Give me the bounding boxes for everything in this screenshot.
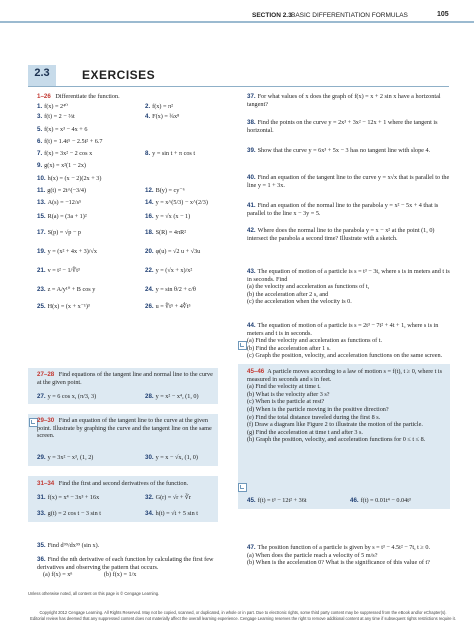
problem-number: 27. [37, 393, 46, 400]
problem-part-a: (a) f(x) = xⁿ [43, 571, 73, 579]
problem-number: 47. [247, 544, 256, 551]
problem-13 [37, 199, 81, 207]
problem-expression: u = ∜t⁵ + 4∜t⁵ [155, 303, 191, 310]
problem-1 [37, 103, 68, 111]
problem-number: 6. [37, 138, 43, 145]
problem-number: 11. [37, 187, 46, 194]
problem-part-b: (b) When is the acceleration 0? What is the significance of this value of t? [247, 559, 430, 567]
problem-3 [37, 113, 75, 121]
group-45-46 [247, 368, 452, 444]
problem-number: 3. [37, 113, 43, 120]
problem-text: For what values of x does the graph of f(x) = x + 2 sin x have a horizontal tangent? [247, 93, 441, 108]
problem-number: 44. [247, 322, 256, 329]
problem-34 [145, 510, 198, 518]
problem-expression: z = A/y¹⁰ + B cos y [47, 286, 96, 293]
problem-number: 30. [145, 454, 154, 461]
group-part: (f) Draw a diagram like Figure 2 to illustrate the motion of the particle. [247, 421, 423, 429]
problem-37 [247, 93, 452, 108]
problem-number: 21. [37, 267, 46, 274]
problem-23 [37, 286, 95, 294]
group-29-30 [37, 417, 217, 440]
problem-expression: f(t) = 1.4t⁵ − 2.5t² + 6.7 [44, 138, 103, 145]
problem-expression: f(t) = t³ − 12t² + 36t [257, 497, 307, 504]
problem-expression: F(x) = ¾x⁸ [152, 113, 180, 120]
problem-number: 23. [37, 286, 46, 293]
problem-expression: S(R) = 4πR² [155, 229, 187, 236]
problem-46 [350, 497, 411, 505]
group-part: (h) Graph the position, velocity, and acceleration functions for 0 ≤ t ≤ 8. [247, 436, 426, 444]
problem-expression: y = (√x + x)/x² [155, 267, 193, 274]
problem-number: 9. [37, 162, 43, 169]
problem-expression: f(x) = x³ − 4x + 6 [44, 126, 88, 133]
graphing-icon [238, 483, 247, 492]
problem-number: 37. [247, 93, 256, 100]
problem-expression: φ(u) = √2 u + √3u [155, 248, 201, 255]
problem-27 [37, 393, 96, 401]
problem-number: 22. [145, 267, 154, 274]
problem-39 [247, 147, 452, 155]
problem-expression: y = 6 cos x, (π/3, 3) [47, 393, 97, 400]
problem-expression: G(r) = √r + ∛r [155, 494, 191, 501]
problem-number: 10. [37, 175, 46, 182]
problem-9 [37, 162, 86, 170]
problem-36 [37, 556, 217, 579]
section-number: SECTION 2.3 [252, 12, 292, 19]
group-1-26 [37, 93, 237, 101]
group-instruction: Find equations of the tangent line and normal line to the curve at the given point. [37, 371, 213, 386]
group-range: 29–30 [37, 417, 55, 424]
problem-16 [145, 213, 190, 221]
problem-expression: h(x) = (x − 2)(2x + 3) [47, 175, 102, 182]
problem-32 [145, 494, 191, 502]
problem-33 [37, 510, 101, 518]
problem-number: 19. [37, 248, 46, 255]
problem-expression: g(x) = x²(1 − 2x) [44, 162, 86, 169]
problem-expression: f(t) = 0.01t⁴ − 0.04t³ [360, 497, 411, 504]
problem-19 [37, 248, 97, 256]
unless-noted: Unless otherwise noted, all content on this page is © Cengage Learning. [28, 591, 160, 596]
problem-number: 12. [145, 187, 154, 194]
problem-number: 13. [37, 199, 46, 206]
exercises-rule [28, 86, 449, 87]
problem-15 [37, 213, 87, 221]
group-instruction: A particle moves according to a law of motion s = f(t), t ≥ 0, where t is measured in seconds and s in feet. [247, 368, 442, 383]
problem-21 [37, 267, 80, 275]
problem-number: 39. [247, 147, 256, 154]
problem-text: Find an equation of the tangent line to the curve y = x√x that is parallel to the line y = 1 + 3x. [247, 174, 450, 189]
problem-5 [37, 126, 87, 134]
problem-part-a: (a) When does the particle reach a velocity of 5 m/s? [247, 551, 378, 559]
problem-30 [145, 454, 198, 462]
problem-22 [145, 267, 192, 275]
problem-7 [37, 150, 92, 158]
group-45-parts [247, 383, 452, 444]
problem-part-b: (b) f(x) = 1/x [103, 571, 137, 579]
problem-text: Show that the curve y = 6x³ + 5x − 3 has no tangent line with slope 4. [257, 147, 431, 154]
problem-45 [247, 497, 307, 505]
problem-42 [247, 227, 452, 242]
graphing-icon [238, 341, 247, 350]
problem-expression: f(x) = x⁴ − 3x³ + 16x [47, 494, 100, 501]
problem-expression: y = (x² + 4x + 3)/√x [47, 248, 98, 255]
problem-number: 40. [247, 174, 256, 181]
problem-part-b: (b) the acceleration after 2 s, and [247, 290, 329, 298]
problem-number: 15. [37, 213, 46, 220]
exercises-title: EXERCISES [82, 68, 156, 82]
group-part: (g) Find the acceleration at time t and after 3 s. [247, 428, 363, 436]
problem-35 [37, 542, 99, 550]
problem-expression: y = x^(5/3) − x^(2/3) [155, 199, 208, 206]
problem-number: 24. [145, 286, 154, 293]
problem-number: 7. [37, 150, 43, 157]
problem-number: 20. [145, 248, 154, 255]
problem-10 [37, 175, 101, 183]
problem-18 [145, 229, 186, 237]
problem-number: 45. [247, 497, 256, 504]
problem-text: Where does the normal line to the parabola y = x − x² at the point (1, 0) intersect the parabola a second time? Illustrate with a sketch. [247, 227, 435, 242]
problem-part-c: (c) Graph the position, velocity, and acceleration functions on the same screen. [247, 352, 443, 360]
group-range: 1–26 [37, 93, 51, 100]
problem-text: The equation of motion of a particle is s = 2t³ − 7t² + 4t + 1, where s is in meters and t is in seconds. [247, 322, 439, 337]
group-part: (b) What is the velocity after 3 s? [247, 390, 330, 398]
problem-number: 25. [37, 303, 46, 310]
problem-expression: y = sin θ/2 + c/θ [155, 286, 196, 293]
problem-24 [145, 286, 196, 294]
problem-text: Find an equation of the normal line to the parabola y = x² − 5x + 4 that is parallel to the line x − 3y = 5. [247, 202, 439, 217]
problem-38 [247, 119, 452, 134]
problem-expression: A(s) = −12/s⁵ [47, 199, 82, 206]
group-31-34 [37, 480, 217, 488]
problem-number: 31. [37, 494, 46, 501]
problem-number: 16. [145, 213, 154, 220]
problem-14 [145, 199, 208, 207]
problem-expression: f(x) = 2⁴⁰ [44, 103, 68, 110]
problem-expression: H(x) = (x + x⁻¹)³ [47, 303, 90, 310]
problem-number: 29. [37, 454, 46, 461]
problem-17 [37, 229, 81, 237]
problem-part-a: (a) the velocity and acceleration as functions of t, [247, 283, 370, 291]
problem-expression: g(t) = 2t^(−3/4) [47, 187, 87, 194]
section-title: BASIC DIFFERENTIATION FORMULAS [291, 12, 408, 19]
problem-expression: f(x) = 3x² − 2 cos x [44, 150, 93, 157]
problem-25 [37, 303, 90, 311]
problem-expression: f(t) = 2 − ⅔t [44, 113, 75, 120]
problem-20 [145, 248, 200, 256]
problem-expression: y = x − √x, (1, 0) [155, 454, 198, 461]
problem-part-c: (c) the acceleration when the velocity is 0. [247, 298, 352, 306]
group-range: 31–34 [37, 480, 55, 487]
problem-number: 33. [37, 510, 46, 517]
problem-number: 35. [37, 542, 46, 549]
exercises-number: 2.3 [34, 67, 50, 79]
problem-number: 26. [145, 303, 154, 310]
problem-28 [145, 393, 199, 401]
problem-number: 1. [37, 103, 43, 110]
problem-number: 2. [145, 103, 151, 110]
problem-4 [145, 113, 179, 121]
group-part: (e) Find the total distance traveled during the first 8 s. [247, 413, 381, 421]
problem-expression: y = x² − x⁴, (1, 0) [155, 393, 199, 400]
problem-11 [37, 187, 86, 195]
problem-number: 5. [37, 126, 43, 133]
problem-number: 32. [145, 494, 154, 501]
group-range: 27–28 [37, 371, 55, 378]
problem-expression: S(p) = √p − p [47, 229, 82, 236]
group-instruction: Find an equation of the tangent line to the curve at the given point. Illustrate by graphing the curve and the tangent line on the same screen. [37, 417, 212, 440]
problem-number: 46. [350, 497, 359, 504]
group-part: (c) When is the particle at rest? [247, 398, 325, 406]
problem-47 [247, 544, 452, 567]
group-instruction: Differentiate the function. [55, 93, 120, 100]
problem-40 [247, 174, 452, 189]
problem-number: 28. [145, 393, 154, 400]
problem-text: The position function of a particle is given by s = t³ − 4.5t² − 7t, t ≥ 0. [257, 544, 431, 551]
problem-44 [247, 322, 452, 360]
problem-12 [145, 187, 185, 195]
problem-26 [145, 303, 191, 311]
problem-expression: y = 3x² − x³, (1, 2) [47, 454, 94, 461]
problem-number: 18. [145, 229, 154, 236]
problem-41 [247, 202, 452, 217]
problem-text: The equation of motion of a particle is s = t³ − 3t, where s is in meters and t is in seconds. Find [247, 268, 450, 283]
problem-expression: g(t) = 2 cos t − 3 sin t [47, 510, 101, 517]
problem-number: 4. [145, 113, 151, 120]
problem-expression: R(a) = (3a + 1)² [47, 213, 87, 220]
problem-number: 42. [247, 227, 256, 234]
page-number: 105 [437, 11, 449, 18]
group-range: 45–46 [247, 368, 265, 375]
problem-expression: h(t) = √t + 5 sin t [155, 510, 198, 517]
problem-expression: v = t² − 1/∜t³ [47, 267, 80, 274]
group-instruction: Find the first and second derivatives of the function. [58, 480, 189, 487]
problem-number: 8. [145, 150, 151, 157]
problem-number: 17. [37, 229, 46, 236]
problem-number: 43. [247, 268, 256, 275]
problem-number: 36. [37, 556, 46, 563]
problem-number: 38. [247, 119, 256, 126]
problem-text: Find the nth derivative of each function by calculating the first few derivatives and observing the pattern that occurs. [37, 556, 214, 571]
problem-29 [37, 454, 93, 462]
copyright-line-2: Editorial review has deemed that any suppressed content does not materially affect the overall learning experience. Cengage Learning reserves the right to remove additional content at any time if subsequent rights restrictions require it. [30, 616, 456, 621]
problem-part-b: (b) Find the acceleration after 1 s. [247, 344, 331, 352]
problem-part-a: (a) Find the velocity and acceleration as functions of t. [247, 337, 383, 345]
group-27-28 [37, 371, 217, 386]
problem-expression: B(y) = cy⁻⁶ [155, 187, 185, 194]
problem-number: 34. [145, 510, 154, 517]
problem-8 [145, 150, 195, 158]
copyright-line-1: Copyright 2012 Cengage Learning. All Rights Reserved. May not be copied, scanned, or duplicated, in whole or in part. Due to electronic rights, some third party content may be suppressed from the eBook and/or eChapter(s). [39, 610, 447, 615]
problem-expression: y = √x (x − 1) [155, 213, 191, 220]
group-part: (a) Find the velocity at time t. [247, 383, 321, 391]
problem-43 [247, 268, 452, 306]
header-rule [0, 21, 474, 23]
problem-31 [37, 494, 99, 502]
problem-6 [37, 138, 102, 146]
exercises-number-box [28, 65, 56, 86]
problem-number: 14. [145, 199, 154, 206]
problem-expression: f(x) = π² [152, 103, 174, 110]
group-part: (d) When is the particle moving in the positive direction? [247, 405, 389, 413]
problem-number: 41. [247, 202, 256, 209]
problem-text: Find the points on the curve y = 2x³ + 3x² − 12x + 1 where the tangent is horizontal. [247, 119, 438, 134]
problem-text: Find d⁹⁹/dx⁹⁹ (sin x). [47, 542, 100, 549]
problem-2 [145, 103, 173, 111]
problem-expression: y = sin t + π cos t [152, 150, 196, 157]
